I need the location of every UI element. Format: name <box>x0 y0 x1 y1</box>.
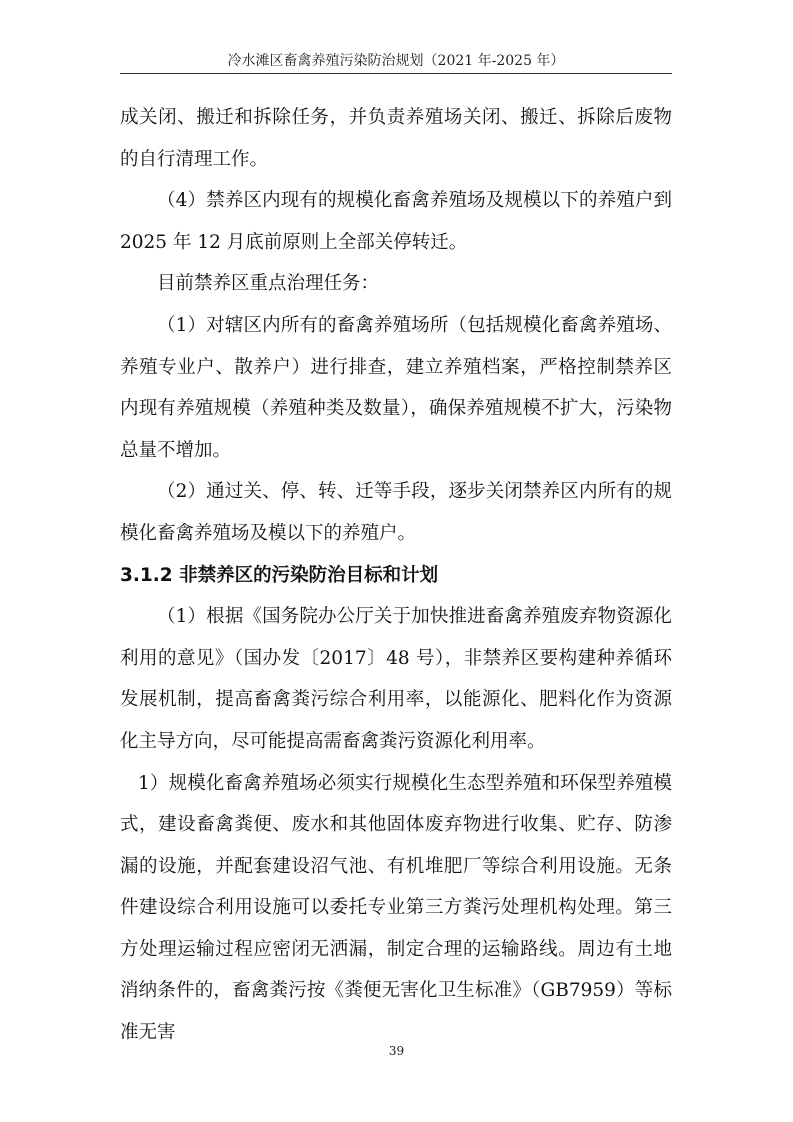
paragraph-continuation: 成关闭、搬迁和拆除任务，并负责养殖场关闭、搬迁、拆除后废物的自行清理工作。 <box>120 107 672 170</box>
section-heading: 3.1.2 非禁养区的污染防治目标和计划 <box>120 564 439 586</box>
body-text <box>120 97 672 1054</box>
header-divider <box>120 73 672 74</box>
page-number: 39 <box>388 1044 405 1058</box>
paragraph-item-4: （4）禁养区内现有的规模化畜禽养殖场及规模以下的养殖户到 2025 年 12 月底前原则上全部关停转迁。 <box>120 190 672 253</box>
paragraph-task-2: （2）通过关、停、转、迁等手段，逐步关闭禁养区内所有的规模化畜禽养殖场及模以下的养殖户。 <box>120 481 672 544</box>
paragraph-plan-1-1: 1）规模化畜禽养殖场必须实行规模化生态型养殖和环保型养殖模式，建设畜禽粪便、废水和其他固体废弃物进行收集、贮存、防渗漏的设施，并配套建设沼气池、有机堆肥厂等综合利用设施。无条件建设综合利用设施可以委托专业第三方粪污处理机构处理。第三方处理运输过程应密闭无洒漏，制定合理的运输路线。周边有土地消纳条件的，畜禽粪污按《粪便无害化卫生标准》（GB7959）等标准无害 <box>120 772 672 1044</box>
paragraph-tasks-intro: 目前禁养区重点治理任务： <box>157 273 380 295</box>
paragraph-plan-1: （1）根据《国务院办公厅关于加快推进畜禽养殖废弃物资源化利用的意见》（国办发〔2017〕48 号），非禁养区要构建种养循环发展机制，提高畜禽粪污综合利用率，以能源化、肥料化作为资源化主导方向，尽可能提高需畜禽粪污资源化利用率。 <box>120 606 672 752</box>
running-header: 冷水滩区畜禽养殖污染防治规划（2021 年-2025 年） <box>227 53 565 69</box>
paragraph-task-1: （1）对辖区内所有的畜禽养殖场所（包括规模化畜禽养殖场、养殖专业户、散养户）进行排查，建立养殖档案，严格控制禁养区内现有养殖规模（养殖种类及数量），确保养殖规模不扩大，污染物总量不增加。 <box>120 314 672 461</box>
